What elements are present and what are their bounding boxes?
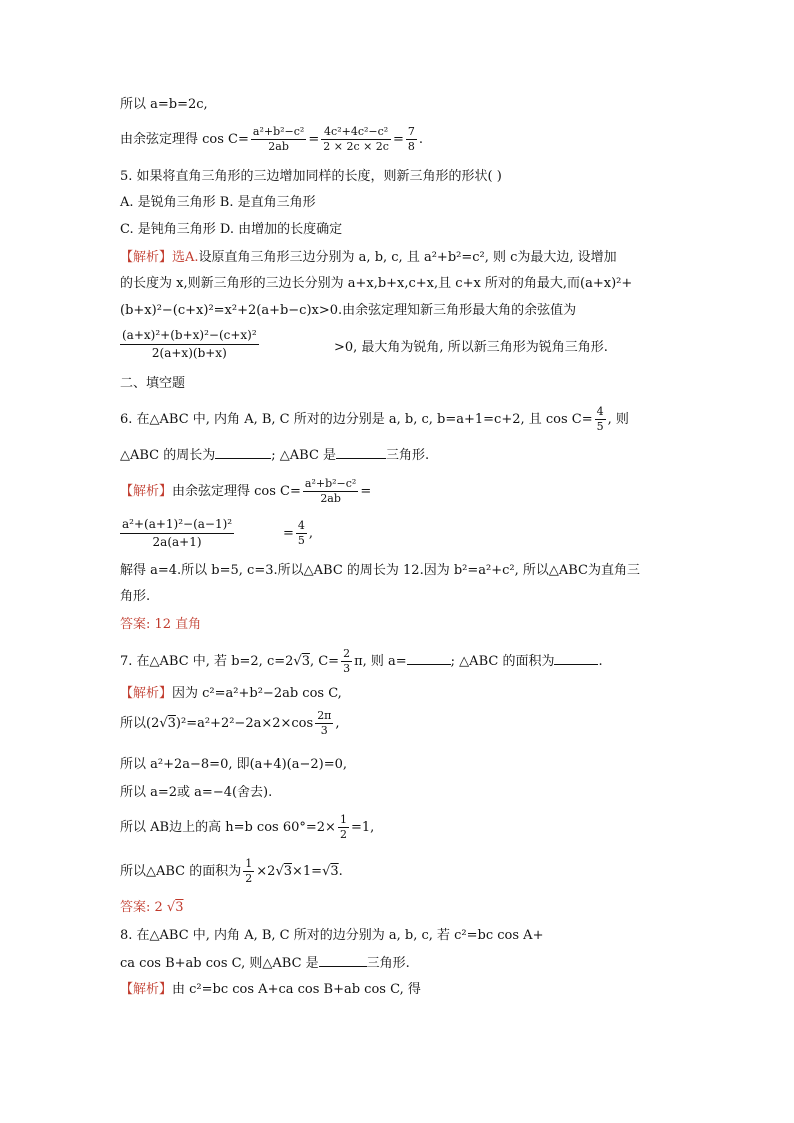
fraction <box>341 647 352 676</box>
sqrt-icon: √ <box>322 864 331 879</box>
numerator: 4 <box>596 405 604 418</box>
cosine-formula-line <box>120 122 423 158</box>
fraction <box>243 857 254 886</box>
section-heading: 二、填空题 <box>120 376 186 391</box>
numerator: 1 <box>339 813 347 826</box>
analysis-tag: 【解析】 <box>120 982 173 997</box>
denominator: 8 <box>407 140 415 153</box>
numerator: 4c²+4c²−c² <box>321 125 391 140</box>
analysis-6-result <box>283 516 313 552</box>
numerator: 1 <box>245 857 253 870</box>
fraction <box>303 477 358 506</box>
analysis-7-line-4: 所以 a=2或 a=−4(舍去). <box>120 785 273 800</box>
analysis-7-line-6 <box>120 854 343 890</box>
text: 因为 c²=a²+b²−2ab cos C, <box>172 686 342 701</box>
text: )²=a²+2²−2a×2×cos <box>175 716 314 731</box>
denominator: 2 <box>339 828 347 841</box>
analysis-6-fraction <box>120 516 234 550</box>
text: 6. 在△ABC 中, 内角 A, B, C 所对的边分别是 a, b, c, b=a+1=c+2, 且 cos C= <box>120 412 593 427</box>
question-5-options-ab: A. 是锐角三角形 B. 是直角三角形 <box>120 195 316 210</box>
denominator: 2a(a+1) <box>152 535 202 549</box>
text-line: 所以 a=b=2c, <box>120 97 208 112</box>
analysis-7-line-5 <box>120 810 374 846</box>
analysis-tag: 【解析】 <box>120 484 173 499</box>
answer-choice: 选A. <box>172 250 199 265</box>
text: , C= <box>309 654 340 669</box>
answer-7 <box>120 899 184 917</box>
fraction <box>296 519 307 548</box>
radicand: 3 <box>301 654 310 669</box>
text: = <box>392 132 404 147</box>
answer-blank[interactable] <box>554 652 598 665</box>
text: π <box>354 654 363 669</box>
text: = <box>283 526 294 541</box>
analysis-tag: 【解析】 <box>120 250 173 265</box>
analysis-5-conclusion: >0, 最大角为锐角, 所以新三角形为锐角三角形. <box>334 340 608 355</box>
fraction <box>251 125 306 154</box>
sqrt-icon: √ <box>166 900 176 915</box>
text: ; △ABC 的面积为 <box>450 654 555 669</box>
numerator: a²+b²−c² <box>252 125 305 138</box>
text: 所以△ABC 的面积为 <box>120 864 242 879</box>
text: = <box>360 484 372 499</box>
sqrt-icon: √ <box>293 654 302 669</box>
sqrt-icon: √ <box>275 864 284 879</box>
text: 所以(2 <box>120 716 160 731</box>
radicand: 3 <box>330 864 339 879</box>
analysis-5-line-2: 的长度为 x,则新三角形的三边长分别为 a+x,b+x,c+x,且 c+x 所对的角最大,而(a+x)²+ <box>120 276 633 291</box>
text: ×2 <box>256 864 276 879</box>
text: 所以 AB边上的高 h=b cos 60°=2× <box>120 820 336 835</box>
radicand: 3 <box>167 716 176 731</box>
analysis-5-line-3: (b+x)²−(c+x)²=x²+2(a+b−c)x>0.由余弦定理知新三角形最大角的余弦值为 <box>120 303 577 318</box>
denominator: 2 <box>245 872 253 885</box>
numerator: 7 <box>407 125 415 138</box>
fraction <box>321 125 391 154</box>
analysis-5-line-1 <box>120 249 617 267</box>
question-5: 5. 如果将直角三角形的三边增加同样的长度，则新三角形的形状( ) <box>120 169 502 184</box>
numerator: 2π <box>317 709 332 722</box>
text: , 则 <box>607 412 629 427</box>
answer-blank[interactable] <box>319 954 367 967</box>
text: 由余弦定理得 cos C= <box>172 484 301 499</box>
question-8-line-2 <box>120 954 410 973</box>
text: = <box>308 132 320 147</box>
fraction <box>406 125 417 154</box>
analysis-5-fraction <box>120 327 259 361</box>
answer-blank[interactable] <box>407 652 451 665</box>
text: , <box>335 716 340 731</box>
question-7 <box>120 644 603 680</box>
text: ca cos B+ab cos C, 则△ABC 是 <box>120 956 319 971</box>
fraction <box>338 813 349 842</box>
text: , <box>308 526 314 541</box>
analysis-7-line-3: 所以 a²+2a−8=0, 即(a+4)(a−2)=0, <box>120 757 348 772</box>
text: . <box>418 132 424 147</box>
analysis-6-line-1 <box>120 474 371 510</box>
question-6-line-2 <box>120 446 429 465</box>
denominator: 2(a+x)(b+x) <box>151 346 227 360</box>
analysis-7-line-1 <box>120 685 342 703</box>
fraction <box>315 709 333 738</box>
analysis-6-line-4: 角形. <box>120 589 151 604</box>
text: ×1= <box>292 864 323 879</box>
denominator: 5 <box>297 534 305 547</box>
text: 由余弦定理得 cos C= <box>120 132 249 147</box>
question-6-line-1 <box>120 402 629 438</box>
radicand: 3 <box>283 864 293 879</box>
radicand: 3 <box>175 900 184 915</box>
fraction <box>595 405 606 434</box>
analysis-8-line-1 <box>120 981 421 999</box>
denominator: 2 × 2c × 2c <box>323 140 389 153</box>
text: 由 c²=bc cos A+ca cos B+ab cos C, 得 <box>172 982 421 997</box>
numerator: a²+b²−c² <box>304 477 357 490</box>
numerator: 4 <box>297 519 305 532</box>
text: 三角形. <box>386 448 430 463</box>
text: , 则 a= <box>362 654 407 669</box>
analysis-tag: 【解析】 <box>120 686 173 701</box>
text: 三角形. <box>366 956 410 971</box>
text: 答案: 2 <box>120 900 167 915</box>
sqrt-icon: √ <box>159 716 168 731</box>
text: ; △ABC 是 <box>271 448 337 463</box>
answer-6: 答案: 12 直角 <box>120 617 202 632</box>
answer-blank[interactable] <box>215 446 271 459</box>
denominator: 3 <box>320 724 328 737</box>
text: 设原直角三角形三边分别为 a, b, c, 且 a²+b²=c², 则 c为最大边, 设增加 <box>198 250 617 265</box>
numerator: (a+x)²+(b+x)²−(c+x)² <box>120 327 259 345</box>
text: △ABC 的周长为 <box>120 448 216 463</box>
text: . <box>338 864 343 879</box>
text: . <box>598 654 603 669</box>
text: 7. 在△ABC 中, 若 b=2, c=2 <box>120 654 294 669</box>
denominator: 3 <box>343 662 351 675</box>
text: =1, <box>350 820 375 835</box>
denominator: 2ab <box>268 140 289 153</box>
question-8-line-1: 8. 在△ABC 中, 内角 A, B, C 所对的边分别为 a, b, c, 若 c²=bc cos A+ <box>120 928 544 943</box>
numerator: a²+(a+1)²−(a−1)² <box>120 516 234 534</box>
denominator: 5 <box>596 420 604 433</box>
question-5-options-cd: C. 是钝角三角形 D. 由增加的长度确定 <box>120 222 343 237</box>
numerator: 2 <box>343 647 351 660</box>
answer-blank[interactable] <box>336 446 386 459</box>
analysis-6-line-3: 解得 a=4.所以 b=5, c=3.所以△ABC 的周长为 12.因为 b²=a²+c², 所以△ABC为直角三 <box>120 563 641 578</box>
denominator: 2ab <box>320 492 341 505</box>
analysis-7-line-2 <box>120 706 340 742</box>
